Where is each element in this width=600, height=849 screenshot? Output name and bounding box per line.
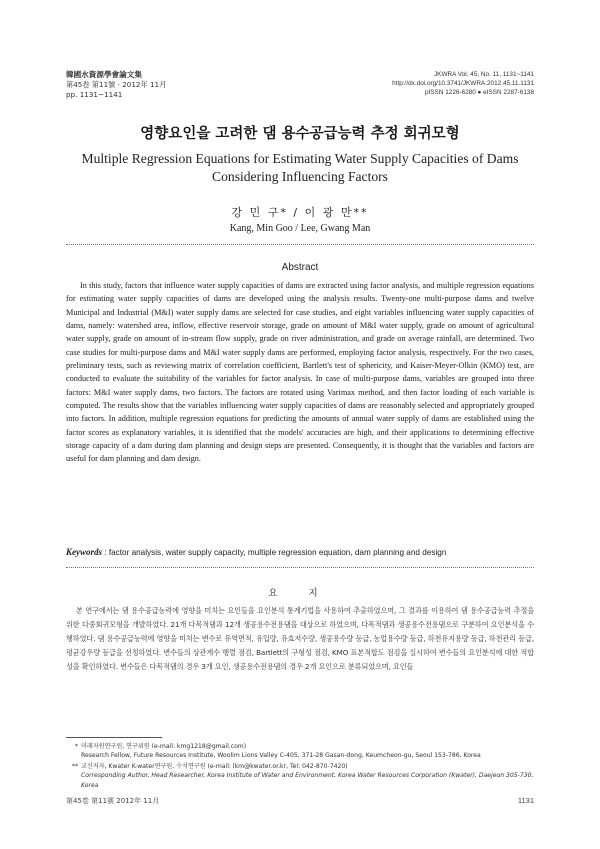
footnote-author-2: [66, 762, 534, 790]
korean-abstract-heading: 요 지: [268, 588, 332, 599]
footnote-affiliation-english: Research Fellow, Future Resources Institute, Woolim Lions Valley C-405, 371-28 Gasan-dong, Keumcheon-gu, Seoul 153-786, Korea: [81, 752, 481, 760]
abstract-heading: Abstract: [281, 262, 319, 273]
footnote-affiliation-english: Corresponding Author, Head Researcher, Korea Institute of Water and Environment, Korea Water Resources Corporation (Kwater), Daejeon 305-730, Korea: [81, 772, 534, 789]
keywords-label: Keywords: [66, 547, 102, 557]
paper-title-korean: 영향요인을 고려한 댐 용수공급능력 추정 회귀모형: [140, 126, 460, 142]
footnote-author-1: [66, 742, 534, 761]
authors-english: Kang, Min Goo / Lee, Gwang Man: [229, 223, 371, 234]
issn-info: pISSN 1226-6280 ● eISSN 2287-6138: [424, 89, 534, 97]
journal-header-right: [392, 70, 534, 98]
divider-top: [66, 244, 534, 245]
footnote-affiliation-korean: 미래자원연구원, 연구위원 (e-mail: kmg1218@gmail.com): [81, 743, 247, 750]
keywords-text: : factor analysis, water supply capacity, multiple regression equation, dam planning and design: [102, 548, 447, 557]
keywords-line: [66, 546, 534, 559]
authors-korean: 강 민 구* / 이 광 만**: [231, 206, 369, 219]
journal-header-left: [66, 70, 166, 100]
doi-link[interactable]: http://dx.doi.org/10.3741/JKWRA.2012.45.11.1131: [392, 80, 534, 88]
footnote-marker: *: [74, 743, 78, 750]
page-number: 1131: [517, 796, 534, 805]
footer-volume: 第45卷 第11號 2012年 11月: [66, 797, 160, 805]
footnote-rule: [66, 737, 162, 738]
journal-volume-korean: 第45卷 第11號 · 2012年 11月: [66, 80, 167, 89]
journal-name-korean: 韓國水資源學會論文集: [66, 70, 142, 79]
korean-abstract-body: 본 연구에서는 댐 용수공급능력에 영향을 미치는 요인들을 요인분석 통계기법을 사용하여 추출하였으며, 그 결과를 이용하여 댐 용수공급능력 추정을 위한 다중회귀모형을 개발하였다. 21개 다목적댐과 12개 생공용수전용댐을 대상으로 하였으며, 다목적댐과 생공용수전용댐으로 구분하여 요인분석을 수행하였다. 댐 용수공급능력에 영향을 미치는 변수로 유역면적, 유입량, 유효저수량, 생공용수량 등급, 농업용수량 등급, 하천유지용량 등급, 하천관리 등급, 평균강우량 등급을 선정하였다. 변수들의 상관계수 행렬 점검, Bartlett의 구형성 점검, KMO 표본적합도 점검을 실시하여 변수들의 요인분석에 대한 적합성을 확인하였다. 변수들은 다목적댐의 경우 3개 요인, 생공용수전용댐의 경우 2개 요인으로 분류되었으며, 요인들: [66, 606, 534, 671]
footnote-marker: **: [71, 763, 78, 770]
paper-title-english: Multiple Regression Equations for Estimating Water Supply Capacities of Dams Considering Influencing Factors: [81, 151, 519, 184]
journal-pages: pp. 1131~1141: [66, 90, 123, 99]
footnote-affiliation-korean: 교신저자, Kwater K-water연구원, 수석연구원 (e-mail: lkm@kwater.or.kr, Tel: 042-870-7420): [81, 763, 348, 770]
journal-citation: JKWRA Vol. 45, No. 11, 1131~1141: [433, 71, 534, 78]
divider-middle: [66, 567, 534, 568]
abstract-body: In this study, factors that influence water supply capacities of dams are extracted using factor analysis, and multiple regression equations for estimating water supply capacities of dams are developed using the analysis results. Twenty-one multi-purpose dams and twelve Municipal and Industrial (M&I) water supply dams are selected for case studies, and eight variables influencing water supply capacities of dams, namely: watershed area, inflow, effective reservoir storage, grade on amount of M&I water supply, grade on amount of agricultural water supply, grade on amount of in-stream flow supply, grade on river administration, and grade on average rainfall, are determined. Two case studies for multi-purpose dams and M&I water supply dams are performed, employing factor analysis, respectively. For the two cases, preliminary tests, such as reviewing matrix of correlation coefficient, Bartlett's test of sphericity, and Kaiser-Meyer-Olkin (KMO) test, are conducted to evaluate the suitability of the variables for factor analysis. In case of multi-purpose dams, variables are grouped into three factors: M&I water supply dams, two factors. The factors are rotated using Varimax method, and then factor loading of each variable is computed. The results show that the variables influencing water supply capacities of dams are reasonably selected and appropriately grouped into factors. In addition, multiple regression equations for predicting the amounts of annual water supply of dams are established using the factor scores as explanatory variables, it is identified that the models' accuracies are high, and their applications to determining effective storage capacity of a dam during dam planning and design steps are presented. Consequently, it is thought that the variables and factors are useful for dam planning and dam design.: [66, 281, 534, 464]
